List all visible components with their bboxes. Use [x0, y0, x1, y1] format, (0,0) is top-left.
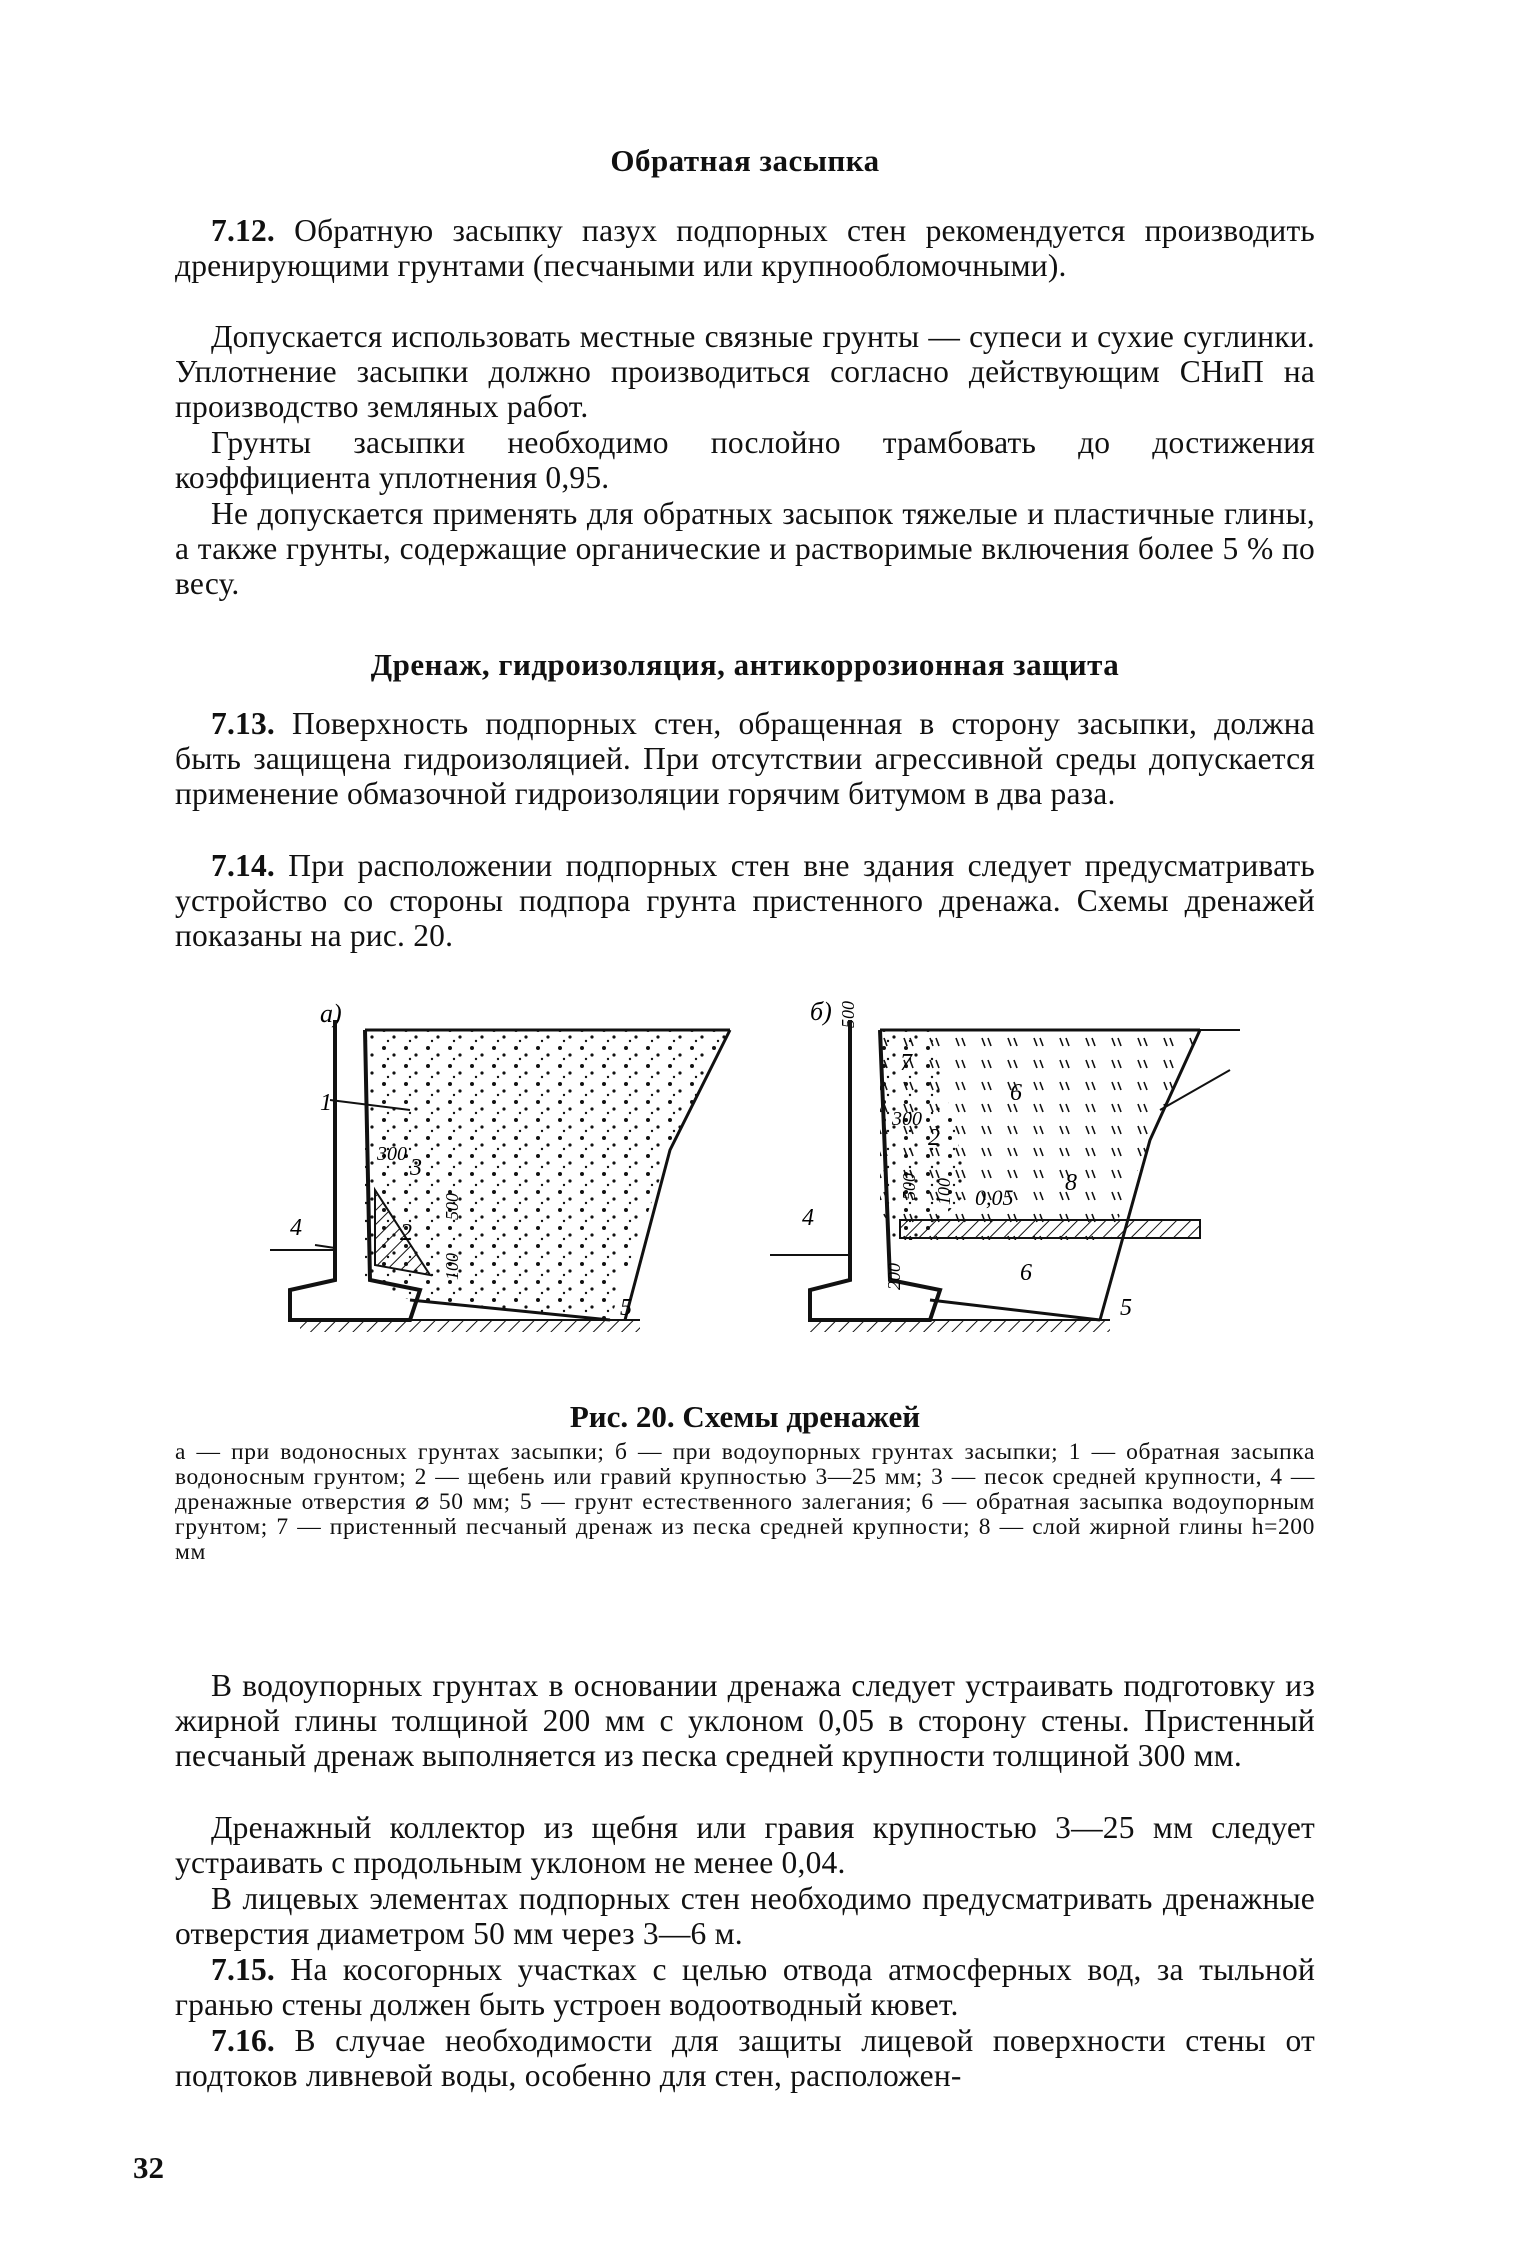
figure-caption-legend: а — при водоносных грунтах засыпки; б — при водоупорных грунтах засыпки; 1 — обратная засыпка водоносным грунтом; 2 — щебень или гравий крупностью 3—25 мм; 3 — песок средней крупности, 4 — дренажные отверстия ⌀ 50 мм; 5 — грунт естественного залегания; 6 — обратная засыпка водоупорным грунтом; 7 — пристенный песчаный дренаж из песка средней крупности; 8 — слой жирной глины h=200 мм [175, 1439, 1315, 1565]
label-a-4: 4 [290, 1215, 302, 1241]
page-number: 32 [133, 2150, 164, 2185]
slope-label: 0,05 [975, 1185, 1014, 1210]
section-heading-backfill: Обратная засыпка [610, 143, 880, 178]
dim-b-200: 200 [884, 1263, 904, 1290]
label-b-5: 5 [1120, 1295, 1132, 1321]
paragraph-text: Поверхность подпорных стен, обращенная в сторону засыпки, должна быть защищена гидроизоляцией. При отсутствии агрессивной среды допускается применение обмазочной гидроизоляции горячим битумом в два раза. [175, 706, 1315, 811]
scheme-a [270, 999, 730, 1332]
paragraph-text: На косогорных участках с целью отвода атмосферных вод, за тыльной гранью стены должен быть устроен водоотводный кювет. [175, 1952, 1315, 2022]
dim-b-500-top: 500 [838, 1001, 858, 1028]
paragraph-prohibited: Не допускается применять для обратных засыпок тяжелые и пластичные глины, а также грунты, содержащие органические и растворимые включения более 5 % по весу. [175, 496, 1315, 601]
scheme-b [770, 997, 1240, 1332]
paragraph-local-soils: Допускается использовать местные связные грунты — супеси и сухие суглинки. Уплотнение засыпки должно производиться согласно действующим СНиП на производство земляных работ. [175, 319, 1315, 424]
clause-number: 7.14. [211, 848, 275, 883]
label-b-4: 4 [802, 1205, 814, 1231]
label-a-1: 1 [320, 1090, 332, 1116]
clause-number: 7.13. [211, 706, 275, 741]
clause-number: 7.15. [211, 1952, 275, 1987]
clause-number: 7.16. [211, 2023, 275, 2058]
label-b-6a: 6 [1010, 1080, 1022, 1106]
dim-a-100: 100 [442, 1253, 462, 1280]
paragraph-7-15 [175, 1952, 1315, 2022]
drainage-schemes-figure [270, 990, 1270, 1350]
dim-a-500: 500 [442, 1193, 462, 1220]
paragraph-7-12 [175, 213, 1315, 283]
label-b-8: 8 [1065, 1170, 1077, 1196]
label-b-2: 2 [928, 1125, 940, 1151]
section-heading-drainage: Дренаж, гидроизоляция, антикоррозионная защита [370, 647, 1120, 682]
paragraph-compaction: Грунты засыпки необходимо послойно трамбовать до достижения коэффициента уплотнения 0,95. [175, 425, 1315, 495]
label-a: а) [320, 999, 342, 1028]
paragraph-clay-base: В водоупорных грунтах в основании дренажа следует устраивать подготовку из жирной глины толщиной 200 мм с уклоном 0,05 в сторону стены. Пристенный песчаный дренаж выполняется из песка средней крупности толщиной 300 мм. [175, 1668, 1315, 1773]
label-b-7: 7 [900, 1050, 912, 1076]
paragraph-7-16 [175, 2023, 1315, 2093]
figure-caption-title: Рис. 20. Схемы дренажей [569, 1399, 921, 1434]
dim-b-500: 500 [899, 1173, 919, 1200]
paragraph-drain-holes: В лицевых элементах подпорных стен необходимо предусматривать дренажные отверстия диаметром 50 мм через 3—6 м. [175, 1881, 1315, 1951]
paragraph-text: В случае необходимости для защиты лицевой поверхности стены от подтоков ливневой воды, особенно для стен, расположен- [175, 2023, 1315, 2093]
label-b-6b: 6 [1020, 1260, 1032, 1286]
dim-b-300: 300 [892, 1108, 922, 1130]
label-a-2: 2 [400, 1220, 412, 1246]
clause-number: 7.12. [211, 213, 275, 248]
label-b: б) [810, 997, 832, 1026]
dim-a-300: 300 [377, 1143, 407, 1165]
paragraph-7-13 [175, 706, 1315, 811]
label-a-5: 5 [620, 1295, 632, 1321]
label-a-3: 3 [410, 1155, 422, 1181]
paragraph-7-14 [175, 848, 1315, 953]
dim-b-100: 100 [934, 1178, 954, 1205]
paragraph-collector: Дренажный коллектор из щебня или гравия крупностью 3—25 мм следует устраивать с продольным уклоном не менее 0,04. [175, 1810, 1315, 1880]
paragraph-text: При расположении подпорных стен вне здания следует предусматривать устройство со стороны подпора грунта пристенного дренажа. Схемы дренажей показаны на рис. 20. [175, 848, 1315, 953]
paragraph-text: Обратную засыпку пазух подпорных стен рекомендуется производить дренирующими грунтами (песчаными или крупнообломочными). [175, 213, 1315, 283]
